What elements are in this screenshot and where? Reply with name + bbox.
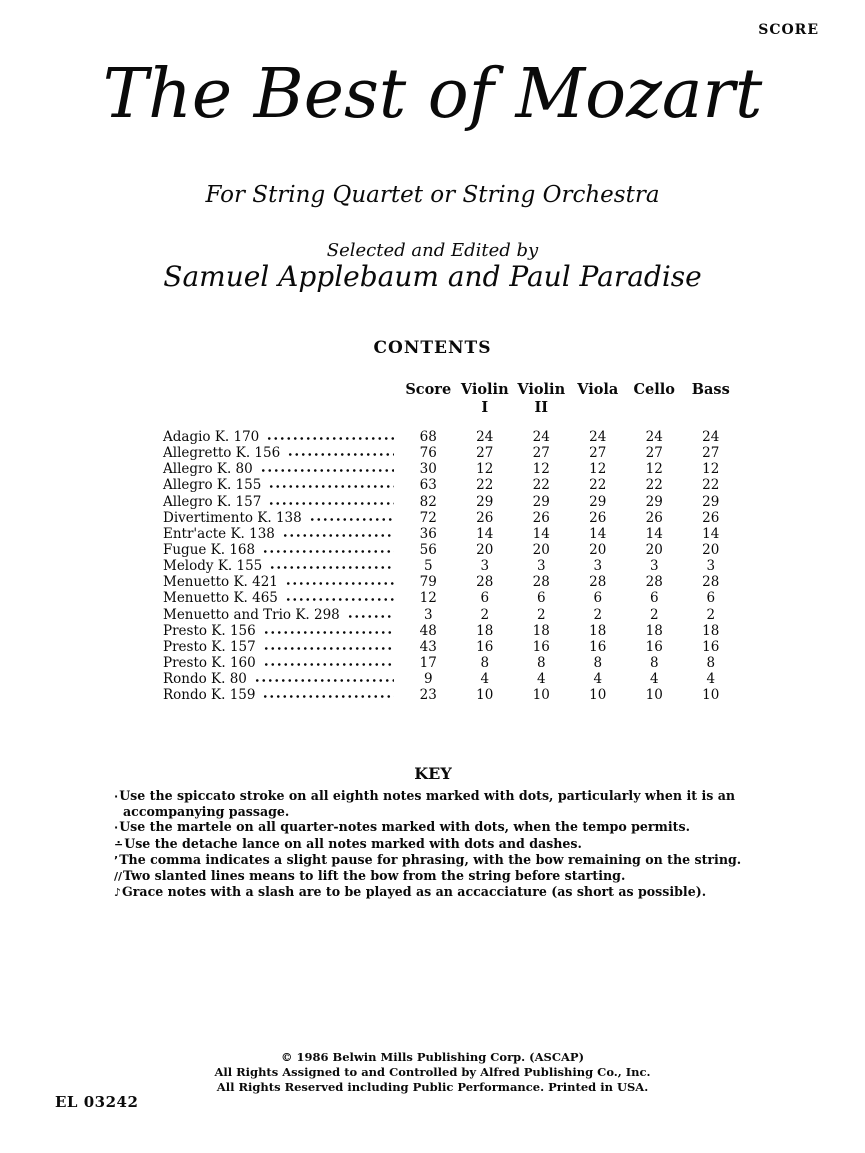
page-number-cell: 10 [476, 687, 494, 704]
page-number-cell: 6 [706, 590, 716, 607]
page-number-cell: 22 [476, 477, 494, 494]
dot-leader [263, 662, 394, 667]
page-number-cell: 3 [593, 558, 603, 575]
slanted-lines-icon: // [114, 870, 123, 884]
table-row [163, 429, 739, 445]
dot-leader [268, 501, 394, 506]
key-text: Use the detache lance on all notes marked with dots and dashes. [124, 835, 582, 851]
piece-title: Divertimento K. 138 [163, 509, 302, 526]
page-number-cell: 79 [419, 574, 437, 591]
page-number-cell: 26 [589, 509, 607, 526]
page-number-cell: 2 [706, 606, 716, 623]
dot-leader [260, 468, 394, 473]
piece-title: Menuetto K. 465 [163, 590, 278, 607]
page-number-cell: 14 [645, 525, 663, 542]
table-row [163, 477, 739, 493]
page-number-cell: 4 [706, 671, 716, 688]
page-number-cell: 24 [645, 429, 663, 445]
key-item [114, 819, 752, 835]
page-number-cell: 14 [589, 525, 607, 542]
page-number-cell: 18 [589, 622, 607, 639]
piece-title: Allegro K. 155 [163, 477, 262, 494]
piece-name-cell [163, 542, 400, 558]
page-number-cell: 10 [645, 687, 663, 704]
table-row [163, 671, 739, 687]
page-number-cell: 2 [593, 606, 603, 623]
piece-name-cell [163, 639, 400, 655]
page-number-cell: 29 [702, 493, 720, 510]
page-number-cell: 12 [589, 461, 607, 478]
page-number-cell: 63 [419, 477, 437, 494]
column-header-line: Viola [577, 381, 619, 398]
copyright-line: © 1986 Belwin Mills Publishing Corp. (ASCAP) [280, 1050, 585, 1064]
editors-names: Samuel Applebaum and Paul Paradise [163, 260, 702, 293]
column-header-line: I [481, 399, 489, 416]
dot-leader [263, 630, 394, 635]
page-number-cell: 29 [532, 493, 550, 510]
column-header-line: Bass [691, 381, 730, 398]
dot-leader [287, 452, 394, 457]
key-text: Grace notes with a slash are to be played as an accacciature (as short as possible). [122, 884, 707, 900]
column-header-line: II [534, 399, 549, 416]
page-number-cell: 27 [702, 445, 720, 462]
piece-title: Presto K. 160 [163, 654, 256, 671]
piece-title: Menuetto and Trio K. 298 [163, 606, 340, 623]
page-number-cell: 8 [706, 654, 716, 671]
column-header-line: Violin [517, 381, 566, 398]
page-number-cell: 16 [702, 638, 720, 655]
piece-name-cell [163, 687, 400, 703]
piece-title: Presto K. 156 [163, 622, 256, 639]
page-number-cell: 20 [645, 541, 663, 558]
piece-name-cell [163, 607, 400, 623]
table-row [163, 623, 739, 639]
page-number-cell: 20 [532, 541, 550, 558]
page-number-cell: 30 [419, 461, 437, 478]
page-number-cell: 17 [419, 654, 437, 671]
dot-leader [309, 517, 394, 522]
piece-title: Menuetto K. 421 [163, 574, 278, 591]
piece-name-cell [163, 494, 400, 510]
column-header-line: Score [405, 381, 452, 398]
page-number-cell: 12 [532, 461, 550, 478]
contents-rows [163, 429, 739, 703]
column-header-line: Violin [460, 381, 509, 398]
dot-leader [347, 614, 394, 619]
page-number-cell: 22 [532, 477, 550, 494]
piece-name-cell [163, 445, 400, 461]
page-number-cell: 28 [532, 574, 550, 591]
piece-title: Entr'acte K. 138 [163, 525, 275, 542]
page-number-cell: 18 [476, 622, 494, 639]
table-row [163, 687, 739, 703]
piece-name-cell [163, 558, 400, 574]
page-number-cell: 22 [702, 477, 720, 494]
table-row [163, 494, 739, 510]
page-number-cell: 26 [532, 509, 550, 526]
page-subtitle: For String Quartet or String Orchestra [205, 182, 660, 208]
piece-title: Fugue K. 168 [163, 541, 256, 558]
column-header [400, 381, 457, 417]
piece-title: Allegro K. 80 [163, 461, 253, 478]
page-number-cell: 4 [536, 671, 546, 688]
page-number-cell: 22 [589, 477, 607, 494]
column-header [457, 381, 514, 417]
column-header-line: Cello [633, 381, 675, 398]
contents-heading: CONTENTS [373, 338, 492, 358]
page-number-cell: 27 [645, 445, 663, 462]
key-item [114, 852, 752, 868]
contents-table [163, 381, 739, 703]
piece-name-cell [163, 671, 400, 687]
piece-title: Adagio K. 170 [163, 429, 260, 445]
table-row [163, 574, 739, 590]
page-number-cell: 20 [589, 541, 607, 558]
column-header [626, 381, 683, 417]
page-number-cell: 26 [645, 509, 663, 526]
page-number-cell: 24 [532, 429, 550, 445]
page-number-cell: 6 [480, 590, 490, 607]
page-number-cell: 12 [645, 461, 663, 478]
page-number-cell: 22 [645, 477, 663, 494]
table-row [163, 558, 739, 574]
dot-leader [266, 436, 394, 441]
page-number-cell: 8 [536, 654, 546, 671]
column-header [570, 381, 627, 417]
page-number-cell: 68 [419, 429, 437, 445]
page-number-cell: 24 [476, 429, 494, 445]
table-row [163, 542, 739, 558]
key-item [114, 788, 752, 819]
header-spacer [163, 381, 400, 417]
page-number-cell: 23 [419, 687, 437, 704]
page-number-cell: 12 [419, 590, 437, 607]
page-number-cell: 26 [702, 509, 720, 526]
page-number-cell: 27 [476, 445, 494, 462]
page-number-cell: 28 [476, 574, 494, 591]
page-title: The Best of Mozart [102, 55, 763, 134]
catalog-number: EL 03242 [55, 1093, 139, 1111]
edited-by-line: Selected and Edited by [326, 240, 539, 261]
table-row [163, 445, 739, 461]
key-item [114, 884, 752, 900]
page-number-cell: 6 [649, 590, 659, 607]
piece-title: Allegro K. 157 [163, 493, 262, 510]
page-number-cell: 5 [423, 558, 433, 575]
page-number-cell: 3 [649, 558, 659, 575]
page-number-cell: 4 [593, 671, 603, 688]
table-row [163, 655, 739, 671]
piece-title: Presto K. 157 [163, 638, 256, 655]
table-row [163, 510, 739, 526]
page-number-cell: 16 [476, 638, 494, 655]
page-number-cell: 29 [476, 493, 494, 510]
page-number-cell: 6 [593, 590, 603, 607]
page-number-cell: 12 [476, 461, 494, 478]
page-number-cell: 18 [702, 622, 720, 639]
table-row [163, 461, 739, 477]
dot-leader [263, 646, 394, 651]
key-text: The comma indicates a slight pause for phrasing, with the bow remaining on the string. [119, 851, 742, 867]
dot-dash-icon: ∸ [114, 837, 124, 851]
page-number-cell: 24 [702, 429, 720, 445]
piece-name-cell [163, 461, 400, 477]
table-row [163, 590, 739, 606]
page-number-cell: 2 [649, 606, 659, 623]
page-number-cell: 56 [419, 541, 437, 558]
piece-title: Rondo K. 159 [163, 687, 256, 704]
page-number-cell: 6 [536, 590, 546, 607]
key-text: Two slanted lines means to lift the bow from the string before starting. [123, 868, 626, 884]
page-number-cell: 24 [589, 429, 607, 445]
page-number-cell: 27 [532, 445, 550, 462]
page-number-cell: 82 [419, 493, 437, 510]
key-text: Use the martele on all quarter-notes marked with dots, when the tempo permits. [119, 819, 690, 835]
dot-leader [254, 678, 394, 683]
page-number-cell: 18 [532, 622, 550, 639]
page-number-cell: 16 [645, 638, 663, 655]
piece-name-cell [163, 623, 400, 639]
page-number-cell: 29 [645, 493, 663, 510]
piece-name-cell [163, 655, 400, 671]
piece-name-cell [163, 510, 400, 526]
page-number-cell: 28 [645, 574, 663, 591]
dot-leader [285, 581, 394, 586]
page-number-cell: 28 [702, 574, 720, 591]
copyright-line: All Rights Assigned to and Controlled by Alfred Publishing Co., Inc. [214, 1065, 651, 1079]
key-heading: KEY [414, 764, 452, 783]
page-number-cell: 20 [702, 541, 720, 558]
page-number-cell: 16 [589, 638, 607, 655]
dot-leader [262, 694, 394, 699]
page-number-cell: 8 [593, 654, 603, 671]
dot-leader [268, 484, 394, 489]
copyright-block [0, 1050, 865, 1095]
page-number-cell: 14 [476, 525, 494, 542]
grace-note-icon: ♪ [114, 886, 122, 900]
page-number-cell: 10 [702, 687, 720, 704]
score-label: SCORE [758, 22, 819, 38]
piece-name-cell [163, 477, 400, 493]
page-number-cell: 2 [536, 606, 546, 623]
key-item [114, 836, 752, 852]
dot-leader [282, 533, 394, 538]
page-number-cell: 43 [419, 638, 437, 655]
page-number-cell: 12 [702, 461, 720, 478]
page-number-cell: 29 [589, 493, 607, 510]
page-number-cell: 8 [480, 654, 490, 671]
copyright-line: All Rights Reserved including Public Performance. Printed in USA. [216, 1080, 649, 1094]
key-items [114, 788, 752, 900]
table-row [163, 526, 739, 542]
page-number-cell: 2 [480, 606, 490, 623]
column-header [683, 381, 740, 417]
comma-icon: ’ [114, 853, 119, 867]
key-item [114, 868, 752, 884]
piece-name-cell [163, 526, 400, 542]
piece-title: Allegretto K. 156 [163, 445, 281, 462]
page-number-cell: 76 [419, 445, 437, 462]
page-number-cell: 3 [706, 558, 716, 575]
page-number-cell: 26 [476, 509, 494, 526]
page-number-cell: 4 [649, 671, 659, 688]
spiccato-dot-icon: · [114, 790, 119, 803]
page-number-cell: 27 [589, 445, 607, 462]
page-number-cell: 14 [702, 525, 720, 542]
dot-leader [269, 565, 394, 570]
page-number-cell: 8 [649, 654, 659, 671]
page-number-cell: 18 [645, 622, 663, 639]
page-number-cell: 9 [423, 671, 433, 688]
piece-name-cell [163, 429, 400, 445]
page-number-cell: 36 [419, 525, 437, 542]
piece-title: Rondo K. 80 [163, 671, 247, 688]
page-number-cell: 3 [480, 558, 490, 575]
piece-title: Melody K. 155 [163, 558, 263, 575]
column-header [513, 381, 570, 417]
page-number-cell: 28 [589, 574, 607, 591]
page-number-cell: 3 [423, 606, 433, 623]
table-row [163, 607, 739, 623]
page-number-cell: 48 [419, 622, 437, 639]
page-number-cell: 20 [476, 541, 494, 558]
contents-header-row [163, 381, 739, 417]
page-number-cell: 10 [532, 687, 550, 704]
martele-dot-icon: · [114, 821, 119, 835]
page-number-cell: 72 [419, 509, 437, 526]
dot-leader [262, 549, 394, 554]
page-number-cell: 10 [589, 687, 607, 704]
piece-name-cell [163, 574, 400, 590]
page-number-cell: 14 [532, 525, 550, 542]
key-section [114, 764, 752, 900]
page-number-cell: 4 [480, 671, 490, 688]
dot-leader [285, 597, 394, 602]
page-number-cell: 3 [536, 558, 546, 575]
key-text: Use the spiccato stroke on all eighth notes marked with dots, particularly when it is an accompanying passage. [119, 788, 736, 820]
table-row [163, 639, 739, 655]
page-number-cell: 16 [532, 638, 550, 655]
piece-name-cell [163, 590, 400, 606]
